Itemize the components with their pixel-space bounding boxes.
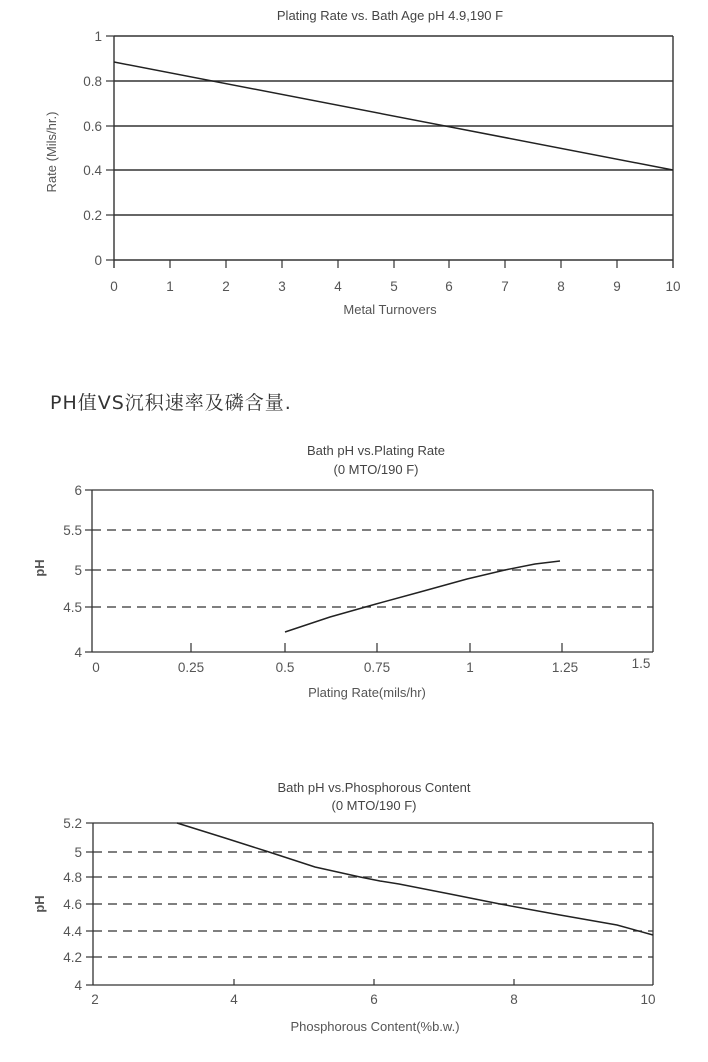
svg-text:1.5: 1.5	[631, 656, 651, 671]
svg-text:1: 1	[466, 660, 474, 675]
chart2-frame	[92, 490, 653, 652]
svg-text:5.5: 5.5	[63, 523, 82, 538]
chart3-ticks	[86, 823, 514, 985]
svg-text:0: 0	[110, 279, 118, 294]
svg-text:1: 1	[166, 279, 174, 294]
chart1-xticks	[110, 279, 680, 294]
svg-text:5.2: 5.2	[63, 816, 82, 831]
chart2-gridlines	[92, 530, 653, 607]
chart1-ticks	[106, 36, 617, 268]
svg-text:4.5: 4.5	[63, 600, 82, 615]
svg-text:4: 4	[230, 992, 238, 1007]
chart2-xlabel: Plating Rate(mils/hr)	[308, 685, 426, 700]
chart-bath-ph-vs-plating-rate	[32, 443, 653, 700]
svg-text:6: 6	[370, 992, 378, 1007]
svg-text:10: 10	[665, 279, 681, 294]
svg-text:7: 7	[501, 279, 509, 294]
svg-text:0.6: 0.6	[83, 119, 102, 134]
chart2-yticks	[63, 483, 82, 660]
chart3-title: Bath pH vs.Phosphorous Content	[277, 780, 471, 795]
chart1-title: Plating Rate vs. Bath Age pH 4.9,190 F	[276, 8, 504, 23]
svg-text:4.4: 4.4	[63, 924, 82, 939]
svg-text:8: 8	[557, 279, 565, 294]
svg-text:5: 5	[390, 279, 398, 294]
chart2-subtitle: (0 MTO/190 F)	[333, 462, 419, 477]
svg-text:4: 4	[74, 645, 82, 660]
svg-text:4.2: 4.2	[63, 950, 82, 965]
svg-text:0.5: 0.5	[275, 660, 295, 675]
chart3-subtitle: (0 MTO/190 F)	[331, 798, 417, 813]
chart1-gridlines	[114, 36, 673, 268]
svg-text:4.6: 4.6	[63, 897, 82, 912]
svg-text:1.25: 1.25	[551, 660, 579, 675]
chart3-ylabel: pH	[32, 895, 47, 913]
svg-text:0.4: 0.4	[83, 163, 102, 178]
svg-text:4.8: 4.8	[63, 870, 82, 885]
svg-text:9: 9	[613, 279, 621, 294]
svg-text:0.8: 0.8	[83, 74, 102, 89]
svg-text:1: 1	[94, 29, 102, 44]
svg-text:2: 2	[91, 992, 99, 1007]
svg-text:0.25: 0.25	[177, 660, 205, 675]
svg-text:0: 0	[94, 253, 102, 268]
svg-text:0: 0	[92, 660, 100, 675]
chart2-series-line	[285, 561, 560, 632]
chart1-series-line	[114, 62, 673, 170]
svg-text:0.75: 0.75	[363, 660, 391, 675]
svg-text:3: 3	[278, 279, 286, 294]
chart1-xlabel: Metal Turnovers	[343, 302, 437, 317]
svg-text:8: 8	[510, 992, 518, 1007]
svg-text:5: 5	[74, 563, 82, 578]
svg-text:0.2: 0.2	[83, 208, 102, 223]
svg-text:4: 4	[334, 279, 342, 294]
chart2-ylabel: pH	[32, 559, 47, 577]
svg-text:10: 10	[640, 992, 656, 1007]
chart3-xlabel: Phosphorous Content(%b.w.)	[290, 1019, 460, 1034]
chart3-series-line	[177, 823, 653, 935]
chart3-xticks	[91, 992, 655, 1007]
svg-text:6: 6	[445, 279, 453, 294]
svg-text:5: 5	[74, 845, 82, 860]
chart-plating-rate-vs-bath-age	[44, 8, 681, 317]
chart2-xticks	[92, 656, 650, 675]
chart1-yticks	[83, 29, 102, 268]
chart3-gridlines	[93, 852, 653, 957]
svg-text:2: 2	[222, 279, 230, 294]
chart1-ylabel: Rate (Mils/hr.)	[44, 111, 59, 193]
chart-bath-ph-vs-phosphorous-content	[32, 780, 656, 1034]
chart2-title: Bath pH vs.Plating Rate	[306, 443, 446, 458]
svg-text:6: 6	[74, 483, 82, 498]
svg-text:4: 4	[74, 978, 82, 993]
section-heading: PH值VS沉积速率及磷含量.	[50, 392, 292, 414]
chart3-yticks	[63, 816, 82, 993]
chart2-ticks	[85, 490, 562, 652]
